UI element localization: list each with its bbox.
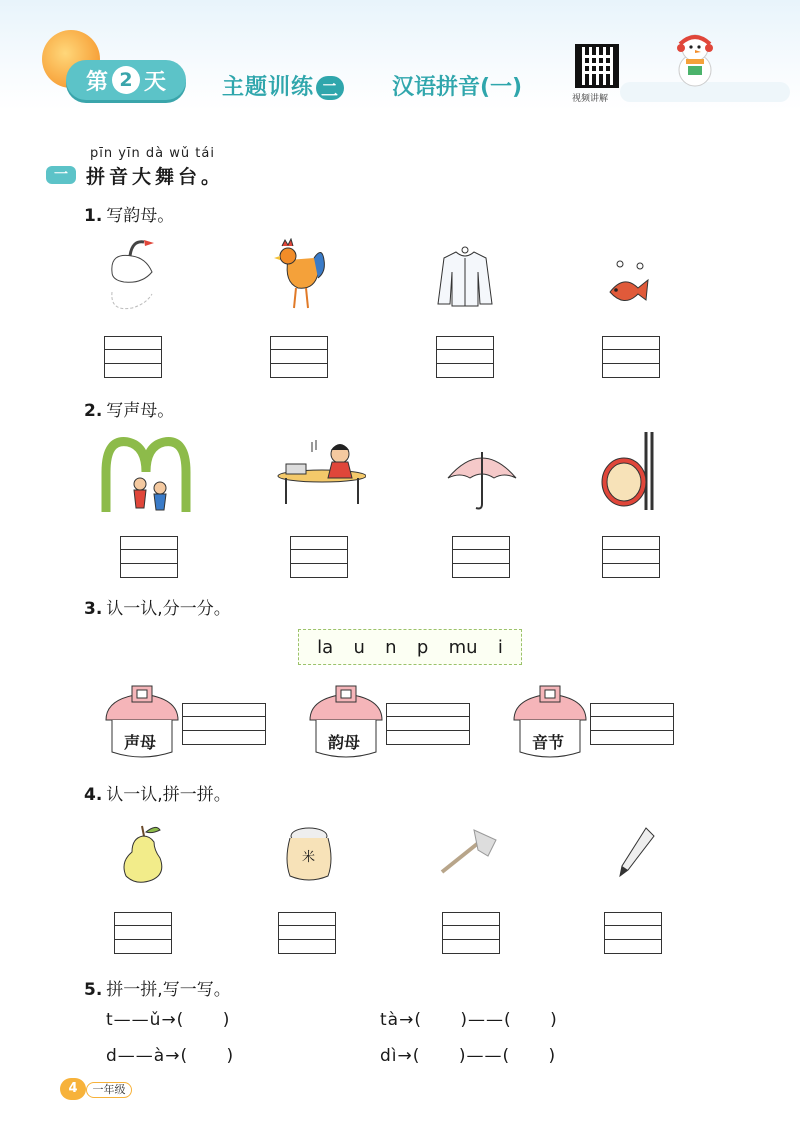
- letter-item: i: [497, 636, 503, 658]
- writing-grid[interactable]: [182, 703, 266, 745]
- question-text: 拼一拼,写一写。: [106, 980, 231, 1000]
- pencil-icon: [616, 826, 656, 878]
- pear-icon: [116, 822, 170, 886]
- letter-item: p: [416, 636, 429, 658]
- section-marker: 一: [46, 166, 76, 184]
- writing-grid[interactable]: [452, 536, 510, 578]
- rooster-icon: [270, 238, 326, 312]
- section-pinyin: pīn yīn dà wǔ tái: [90, 146, 215, 161]
- writing-grid[interactable]: [278, 912, 336, 954]
- topic-label: 主题训练: [222, 75, 315, 100]
- writing-grid[interactable]: [386, 703, 470, 745]
- snowman-mascot-icon: [664, 28, 726, 90]
- writing-grid[interactable]: [442, 912, 500, 954]
- topic-title: [222, 70, 344, 101]
- spelling-line[interactable]: dì→( )——( ): [380, 1046, 557, 1066]
- section-title: 拼音大舞台。: [86, 166, 225, 188]
- day-prefix: 第: [85, 69, 108, 95]
- goose-icon: [102, 232, 164, 322]
- page-number: 4: [60, 1078, 86, 1100]
- writing-grid[interactable]: [436, 336, 494, 378]
- spelling-line[interactable]: tà→( )——( ): [380, 1010, 558, 1030]
- qr-code-icon[interactable]: [575, 44, 619, 88]
- question-number: 4.: [84, 785, 103, 805]
- question-number: 2.: [84, 401, 103, 421]
- fish-icon: [604, 258, 654, 312]
- spelling-line[interactable]: t——ǔ→( ): [106, 1010, 231, 1030]
- letter-box: [298, 629, 522, 665]
- question-1: [84, 201, 174, 226]
- writing-grid[interactable]: [120, 536, 178, 578]
- girl-radio-icon: [276, 434, 366, 506]
- question-text: 认一认,分一分。: [106, 599, 231, 619]
- writing-grid[interactable]: [270, 336, 328, 378]
- day-number: 2: [112, 66, 140, 94]
- shirt-icon: [434, 246, 496, 308]
- subject-title: 汉语拼音(一): [392, 75, 523, 100]
- question-5: [84, 975, 231, 1000]
- question-2: [84, 396, 174, 421]
- letter-item: la: [317, 636, 334, 658]
- house-label-shengmu: 声母: [124, 733, 157, 752]
- question-text: 写韵母。: [106, 206, 175, 226]
- writing-grid[interactable]: [590, 703, 674, 745]
- question-text: 写声母。: [106, 401, 175, 421]
- letter-item: n: [385, 636, 397, 658]
- drum-icon: [600, 430, 666, 512]
- question-text: 认一认,拼一拼。: [106, 785, 231, 805]
- rice-label: 米: [302, 850, 316, 865]
- grade-label: 一年级: [86, 1082, 132, 1098]
- question-3: [84, 594, 231, 619]
- door-arch-icon: [100, 432, 192, 516]
- house-label-yunmu: 韵母: [328, 733, 361, 752]
- question-number: 5.: [84, 980, 103, 1000]
- spelling-line[interactable]: d——à→( ): [106, 1046, 235, 1066]
- topic-number: 二: [316, 76, 344, 100]
- question-number: 1.: [84, 206, 103, 226]
- house-label-yinjie: 音节: [532, 733, 565, 752]
- writing-grid[interactable]: [290, 536, 348, 578]
- writing-grid[interactable]: [604, 912, 662, 954]
- writing-grid[interactable]: [114, 912, 172, 954]
- writing-grid[interactable]: [104, 336, 162, 378]
- axe-icon: [438, 826, 502, 876]
- question-number: 3.: [84, 599, 103, 619]
- letter-item: mu: [448, 636, 478, 658]
- letter-item: u: [353, 636, 365, 658]
- day-suffix: 天: [144, 69, 167, 95]
- question-4: [84, 780, 231, 805]
- qr-label: 视频讲解: [572, 94, 609, 104]
- day-badge: [66, 60, 186, 100]
- writing-grid[interactable]: [602, 536, 660, 578]
- writing-grid[interactable]: [602, 336, 660, 378]
- umbrella-icon: [446, 446, 518, 512]
